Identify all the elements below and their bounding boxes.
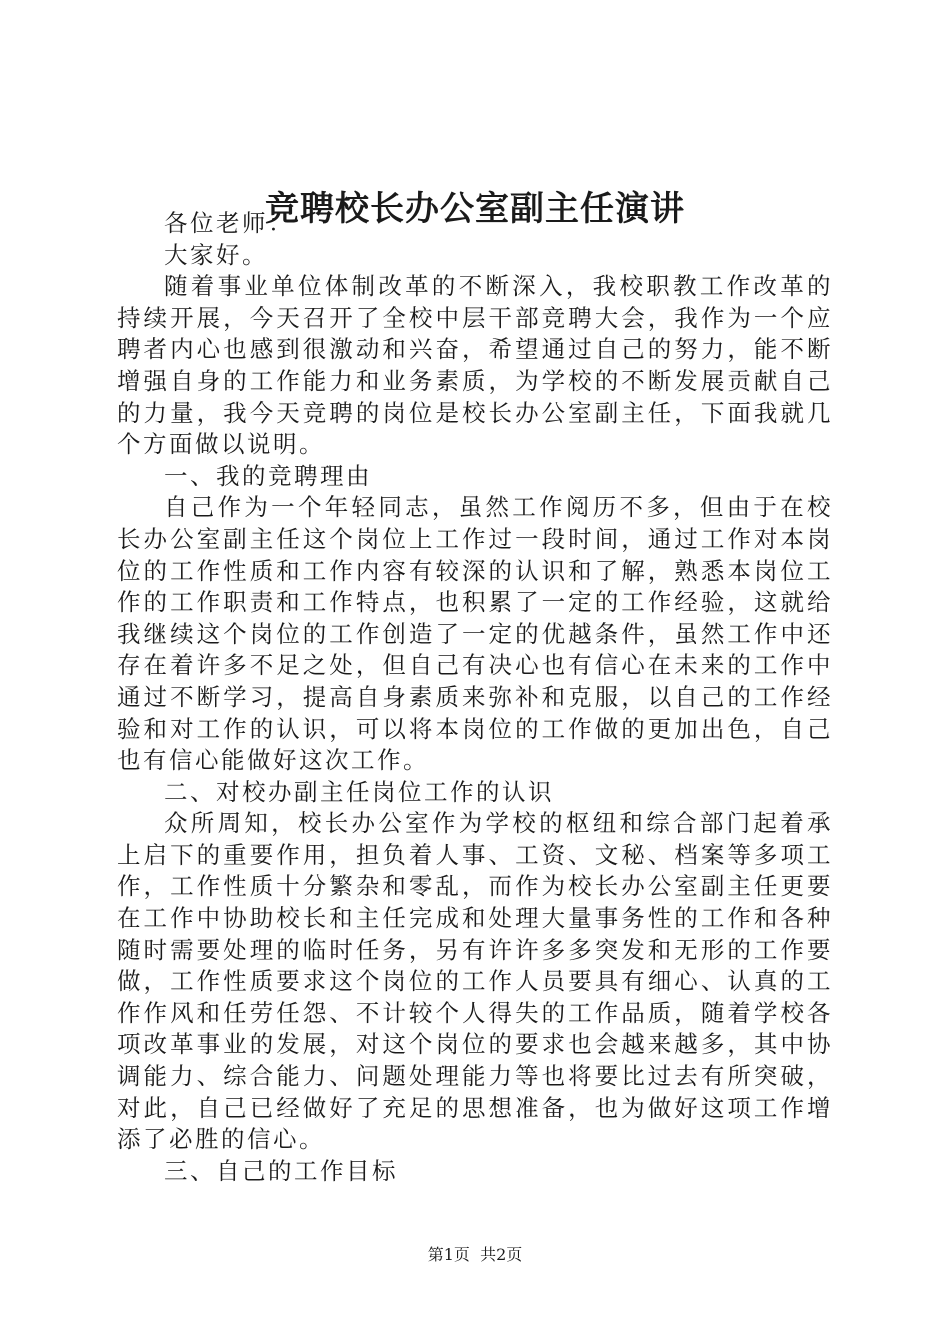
section-heading-2: 二、对校办副主任岗位工作的认识 xyxy=(164,777,554,806)
document-title: 竞聘校长办公室副主任演讲 xyxy=(265,189,685,229)
section-2-paragraph: 众所周知，校长办公室作为学校的枢纽和综合部门起着承上启下的重要作用，担负着人事、工资、文秘、档案等多项工作，工作性质十分繁杂和零乱，而作为校长办公室副主任更要在工作中协助校长和主任完成和处理大量事务性的工作和各种随时需要处理的临时任务，另有许许多多突发和无形的工作要做，工作性质要求这个岗位的工作人员要具有细心、认真的工作作风和任劳任怨、不计较个人得失的工作品质，随着学校各项改革事业的发展，对这个岗位的要求也会越来越多，其中协调能力、综合能力、问题处理能力等也将要比过去有所突破，对此，自己已经做好了充足的思想准备，也为做好这项工作增添了必胜的信心。 xyxy=(117,809,833,1154)
greeting-line: 各位老师： xyxy=(164,209,294,237)
document-body xyxy=(117,208,833,1187)
section-1-paragraph: 自己作为一个年轻同志，虽然工作阅历不多，但由于在校长办公室副主任这个岗位上工作过一段时间，通过工作对本岗位的工作性质和工作内容有较深的认识和了解，熟悉本岗位工作的工作职责和工作特点，也积累了一定的工作经验，这就给我继续这个岗位的工作创造了一定的优越条件，虽然工作中还存在着许多不足之处，但自己有决心也有信心在未来的工作中通过不断学习，提高自身素质来弥补和克服，以自己的工作经验和对工作的认识，可以将本岗位的工作做的更加出色，自己也有信心能做好这次工作。 xyxy=(117,493,833,775)
page-number-label: 第1页 共2页 xyxy=(427,1245,523,1264)
intro-paragraph: 随着事业单位体制改革的不断深入，我校职教工作改革的持续开展，今天召开了全校中层干部竞聘大会，我作为一个应聘者内心也感到很激动和兴奋，希望通过自己的努力，能不断增强自身的工作能力和业务素质，为学校的不断发展贡献自己的力量，我今天竞聘的岗位是校长办公室副主任，下面我就几个方面做以说明。 xyxy=(117,272,833,459)
section-heading-1: 一、我的竞聘理由 xyxy=(164,461,372,490)
page-footer xyxy=(0,1243,950,1267)
section-heading-3: 三、自己的工作目标 xyxy=(164,1156,398,1185)
salutation-line: 大家好。 xyxy=(164,240,268,269)
